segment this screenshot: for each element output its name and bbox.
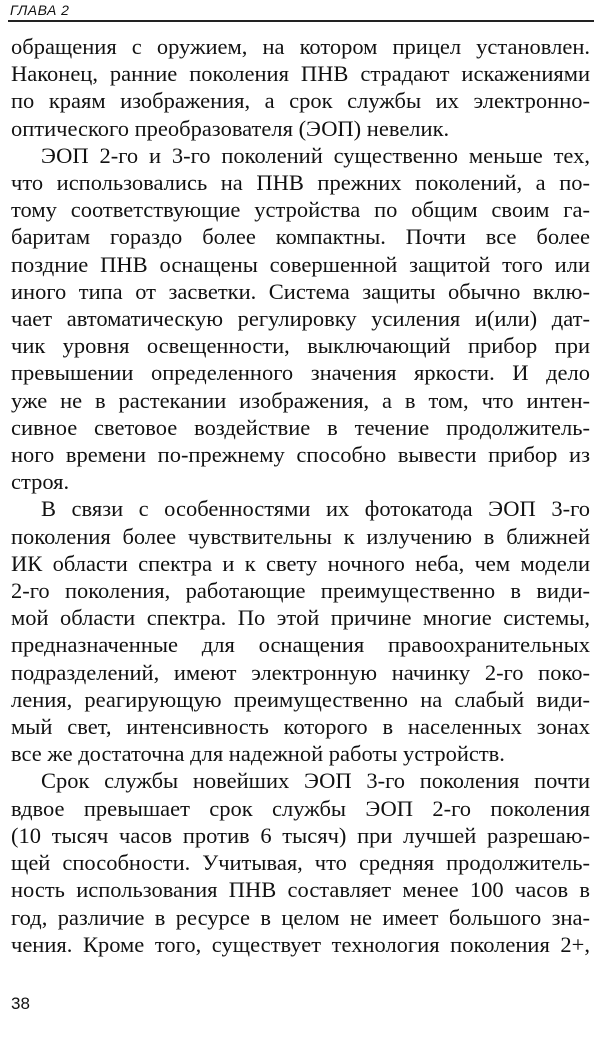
text-line: подразделений, имеют электронную начинку 2-го поко- <box>11 659 590 685</box>
paragraph <box>11 33 590 142</box>
text-line: ность использования ПНВ составляет менее 100 часов в <box>11 877 590 903</box>
text-line: уже не в растекании изображения, а в том, что интен- <box>11 387 590 413</box>
page-number: 38 <box>11 994 30 1013</box>
text-line: щей способности. Учитывая, что средняя продолжитель- <box>11 850 590 876</box>
text-line: сивное световое воздействие в течение продолжитель- <box>11 414 590 440</box>
text-line: обращения с оружием, на котором прицел установлен. <box>11 34 590 59</box>
text-line: что использовались на ПНВ прежних поколений, а по- <box>11 170 590 196</box>
text-line: В связи с особенностями их фотокатода ЭОП 3-го <box>41 496 590 522</box>
text-line: ЭОП 2-го и 3-го поколений существенно меньше тех, <box>41 142 590 168</box>
text-line: 2-го поколения, работающие преимущественно в види- <box>11 578 590 604</box>
text-line: мой области спектра. По этой причине многие системы, <box>11 605 590 631</box>
text-line: иного типа от засветки. Система защиты обычно вклю- <box>11 278 590 304</box>
text-line: Наконец, ранние поколения ПНВ страдают искажениями <box>11 61 590 87</box>
text-line: тому соответствующие устройства по общим своим га- <box>11 197 590 223</box>
body-text <box>11 33 590 958</box>
text-line: по краям изображения, а срок службы их электронно- <box>11 88 590 114</box>
text-line: ИК области спектра и к свету ночного неба, чем модели <box>11 550 590 576</box>
text-line: чик уровня освещенности, выключающий прибор при <box>11 333 590 359</box>
paragraph <box>11 495 590 767</box>
text-line: предназначенные для оснащения правоохранительных <box>11 632 590 658</box>
text-line: превышении определенного значения яркости. И дело <box>11 360 590 386</box>
running-header: ГЛАВА 2 <box>10 2 70 18</box>
paragraph <box>11 767 590 957</box>
header-rule <box>8 20 594 22</box>
paragraph <box>11 142 590 496</box>
text-line: ления, реагирующую преимущественно на слабый види- <box>11 686 590 712</box>
text-line: строя. <box>11 469 70 495</box>
text-line: поздние ПНВ оснащены совершенной защитой того или <box>11 251 590 277</box>
text-line: оптического преобразователя (ЭОП) невелик. <box>11 115 450 141</box>
text-line: мый свет, интенсивность которого в населенных зонах <box>11 714 590 740</box>
text-line: год, различие в ресурсе в целом не имеет большого зна- <box>11 904 590 930</box>
text-line: чения. Кроме того, существует технология поколения 2+, <box>11 931 590 957</box>
text-line: Срок службы новейших ЭОП 3-го поколения почти <box>41 768 590 794</box>
text-line: поколения более чувствительны к излучению в ближней <box>11 523 590 549</box>
text-line: чает автоматическую регулировку усиления и(или) дат- <box>11 306 590 332</box>
text-line: баритам гораздо более компактны. Почти все более <box>11 224 590 250</box>
text-line: ного времени по-прежнему способно вывести прибор из <box>11 442 590 468</box>
text-line: все же достаточна для надежной работы устройств. <box>11 741 505 767</box>
text-line: вдвое превышает срок службы ЭОП 2-го поколения <box>11 795 590 821</box>
text-line: (10 тысяч часов против 6 тысяч) при лучшей разрешаю- <box>11 822 590 848</box>
